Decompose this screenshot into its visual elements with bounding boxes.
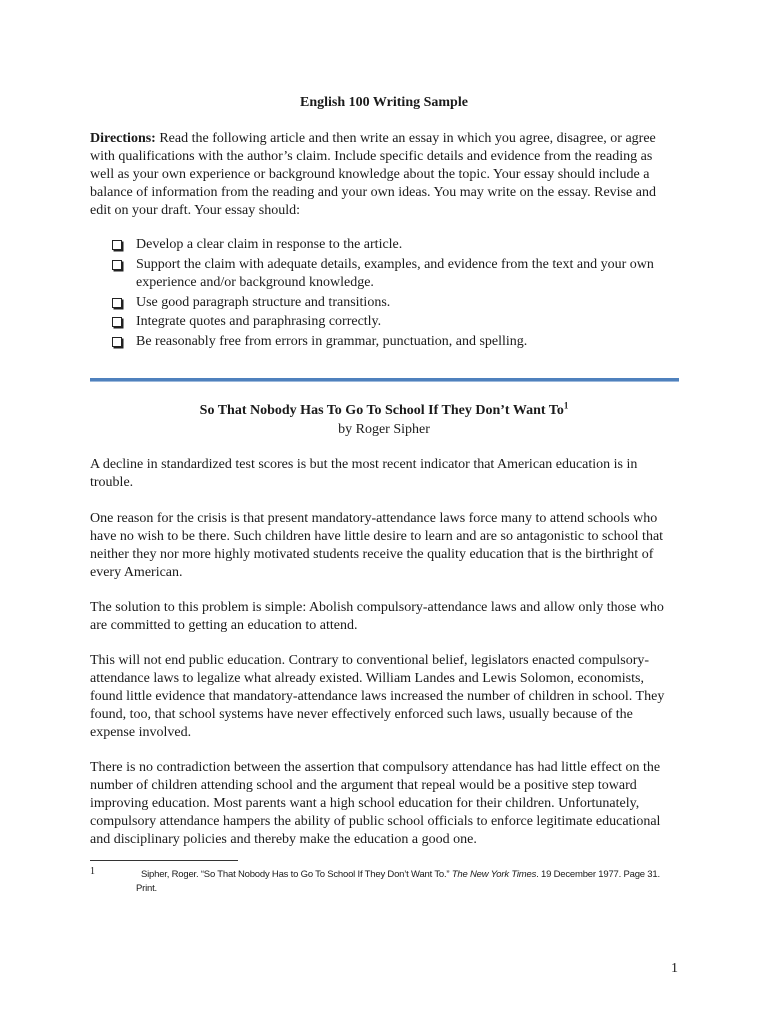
footnote-separator xyxy=(90,860,238,861)
checkbox-icon xyxy=(112,260,122,270)
checklist-item-text: Integrate quotes and paraphrasing correctly. xyxy=(136,314,382,329)
document-title: English 100 Writing Sample xyxy=(300,95,468,110)
directions-text: Read the following article and then write an essay in which you agree, disagree, or agree with qualifications with the author’s claim. Include specific details and evidence from the reading as well as your own experience or background knowledge about the topic. Your essay should include a balance of information from the reading and your own ideas. You may write on the essay. Revise and edit on your draft. Your essay should: xyxy=(90,131,656,218)
essay-checklist xyxy=(110,236,678,352)
checklist-item-text: Use good paragraph structure and transitions. xyxy=(136,294,391,310)
footnote-details: . 19 December 1977. Page 31. Print. xyxy=(136,869,660,894)
directions-label: Directions: xyxy=(90,131,156,146)
article-title-text: So That Nobody Has To Go To School If They Don’t Want To xyxy=(199,403,564,418)
article-paragraph: One reason for the crisis is that present mandatory-attendance laws force many to attend schools who have no wish to be there. Such children have little desire to learn and are so antagonistic to school that neither they nor more highly motivated students receive the quality education that is the birthright of every American. xyxy=(90,511,664,580)
checklist-item xyxy=(110,236,678,255)
footnote-number: 1 xyxy=(90,866,95,877)
section-divider xyxy=(90,378,679,381)
article-paragraph: There is no contradiction between the assertion that compulsory attendance has had little effect on the number of children attending school and the argument that repeal would be a positive step toward improving education. Most parents want a high school education for their children. Unfortunately, compulsory attendance hampers the ability of public school officials to enforce legitimate educational and disciplinary policies and thereby make the education a good one. xyxy=(90,760,661,847)
page-number: 1 xyxy=(671,961,678,976)
article-byline: by Roger Sipher xyxy=(338,422,430,437)
article-paragraph: The solution to this problem is simple: Abolish compulsory-attendance laws and allow only those who are committed to getting an education to attend. xyxy=(90,600,664,633)
checklist-item xyxy=(110,256,678,293)
footnote-citation: Sipher, Roger. “So That Nobody Has to Go To School If They Don’t Want To.” xyxy=(141,869,452,880)
checkbox-icon xyxy=(112,240,122,250)
article-paragraph: A decline in standardized test scores is but the most recent indicator that American education is in trouble. xyxy=(90,457,638,490)
directions-paragraph xyxy=(90,130,678,220)
checkbox-icon xyxy=(112,337,122,347)
checklist-item xyxy=(110,333,678,352)
article-paragraph: This will not end public education. Contrary to conventional belief, legislators enacted compulsory-attendance laws to legalize what already existed. William Landes and Lewis Solomon, economists, found little evidence that mandatory-attendance laws increased the number of children in school. They found, too, that school systems have never effectively enforced such laws, usually because of the expense involved. xyxy=(90,653,665,740)
checklist-item xyxy=(110,294,678,313)
checklist-item-text: Develop a clear claim in response to the article. xyxy=(136,237,403,252)
footnote-source: The New York Times xyxy=(451,869,537,880)
checkbox-icon xyxy=(112,298,122,308)
checklist-item-text: Be reasonably free from errors in grammar, punctuation, and spelling. xyxy=(136,333,528,349)
checklist-item xyxy=(110,313,678,332)
footnote-text xyxy=(136,868,676,896)
checklist-item-text: Support the claim with adequate details, examples, and evidence from the text and your own experience and/or background knowledge. xyxy=(136,256,654,290)
checkbox-icon xyxy=(112,317,122,327)
footnote-reference: 1 xyxy=(563,400,569,411)
article-title xyxy=(90,402,678,420)
